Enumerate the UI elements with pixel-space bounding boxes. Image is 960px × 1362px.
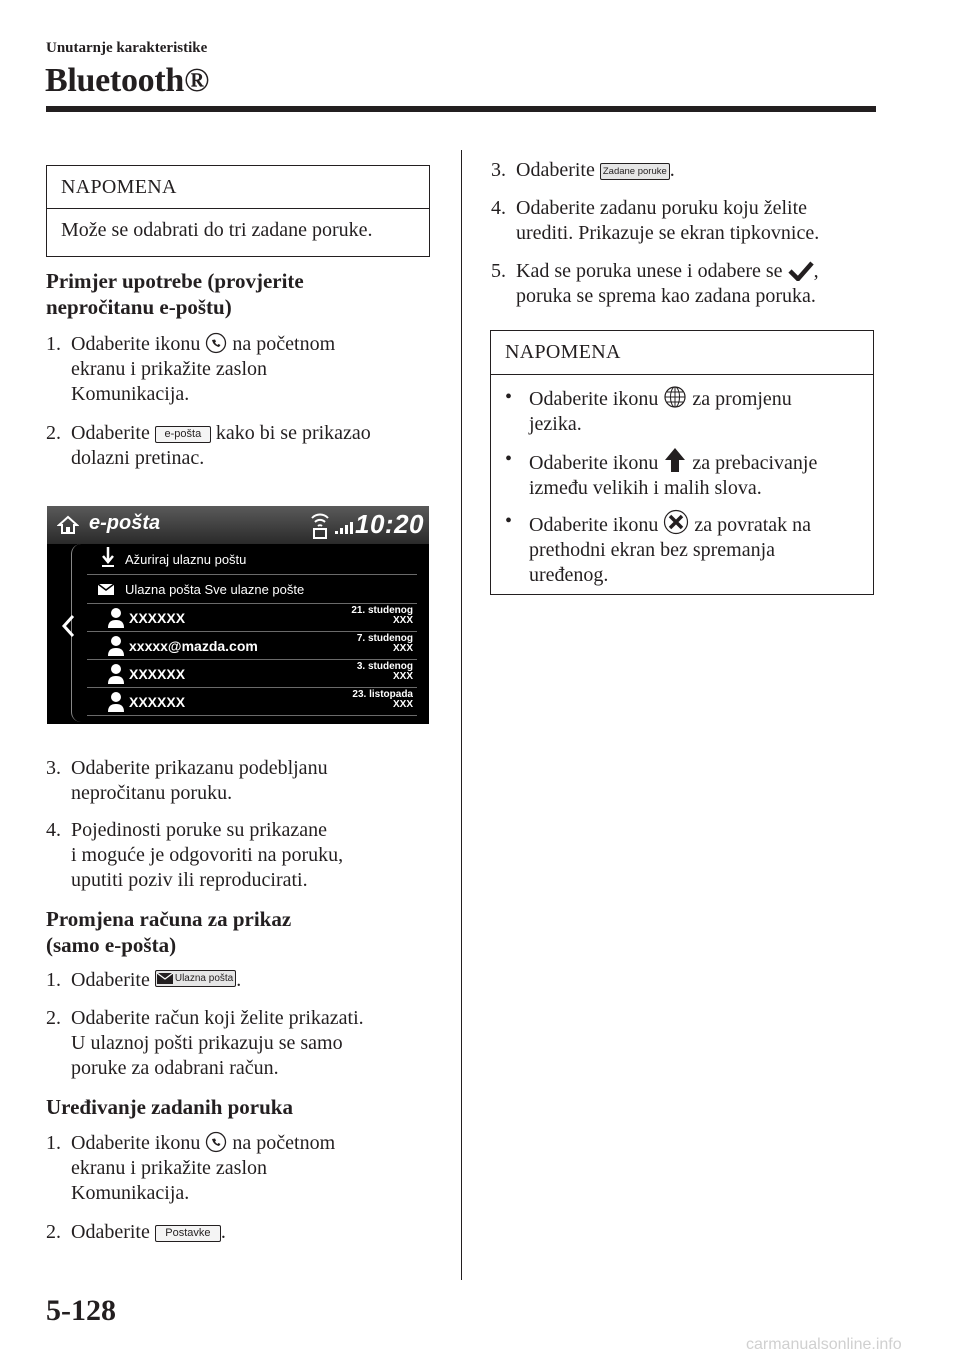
step-account-2	[46, 1006, 436, 1086]
page-title: Bluetooth®	[45, 62, 210, 99]
postavke-button[interactable]: Postavke	[155, 1225, 221, 1242]
download-arrow-icon	[101, 546, 115, 568]
step-text: Odaberite	[71, 422, 150, 444]
column-divider	[461, 150, 462, 1280]
step-number: 3.	[46, 757, 61, 779]
envelope-icon	[157, 973, 173, 984]
step-text: dolazni pretinac.	[71, 447, 205, 469]
step-text: urediti. Prikazuje se ekran tipkovnice.	[516, 222, 820, 244]
note-box-1	[46, 165, 430, 257]
step-number: 1.	[46, 969, 61, 991]
step-2	[46, 421, 436, 476]
screen-title-bar	[47, 506, 429, 544]
section-heading-edit: Uređivanje zadanih poruka	[46, 1095, 293, 1119]
note-text: Može se odabrati do tri zadane poruke.	[61, 219, 373, 241]
step-text: .	[220, 1221, 226, 1243]
step-text: na početnom	[232, 333, 336, 355]
step-number: 2.	[46, 1007, 61, 1029]
cancel-x-icon	[663, 509, 689, 535]
note-heading: NAPOMENA	[47, 166, 429, 209]
step-text: .	[236, 969, 242, 991]
step-text: Odaberite prikazanu podebljanu	[71, 757, 328, 779]
message-row[interactable]	[87, 660, 417, 688]
step-text: .	[669, 159, 675, 181]
step-1	[46, 332, 436, 412]
contact-person-icon	[107, 663, 125, 685]
message-row[interactable]	[87, 688, 417, 716]
page-number: 5-128	[46, 1294, 116, 1327]
step-4	[46, 818, 436, 898]
note-box-2: NAPOMENA • Odaberite ikonu za promjenu jezika. • Odaberite ikonu za prebacivanje između velikih i malih slova. • Odaberite ikonu za povratak na prethodni ekran bez spremanja uređenog.	[490, 330, 874, 595]
step-number: 1.	[46, 333, 61, 355]
message-date: 23. listopada XXX	[352, 689, 413, 710]
bullet-dot: •	[505, 448, 513, 470]
step-text: ekranu i prikažite zaslon	[71, 358, 268, 380]
message-date: 21. studenog XXX	[351, 605, 413, 626]
step-text: i moguće je odgovoriti na poruku,	[71, 844, 344, 866]
step-number: 4.	[46, 819, 61, 841]
step-text: Komunikacija.	[71, 383, 190, 405]
heading-line: (samo e-pošta)	[46, 933, 177, 957]
step-text: na početnom	[232, 1132, 336, 1154]
step-text: Pojedinosti poruke su prikazane	[71, 819, 328, 841]
step-text: ekranu i prikažite zaslon	[71, 1157, 268, 1179]
step-text: Odaberite račun koji želite prikazati.	[71, 1007, 364, 1029]
checkmark-icon	[788, 261, 814, 281]
message-row[interactable]	[87, 632, 417, 660]
step-number: 5.	[491, 260, 506, 282]
step-number: 3.	[491, 159, 506, 181]
header-rule	[46, 106, 876, 112]
step-text: uputiti poziv ili reproducirati.	[71, 869, 308, 891]
email-screen-illustration	[47, 506, 429, 724]
step-number: 2.	[46, 422, 61, 444]
step-edit-4	[491, 196, 881, 251]
step-number: 1.	[46, 1132, 61, 1154]
signal-strength-icon	[335, 522, 353, 534]
step-text: Odaberite	[71, 969, 150, 991]
update-inbox-label: Ažuriraj ulaznu poštu	[125, 552, 247, 567]
message-sender: XXXXXX	[129, 610, 186, 626]
step-edit-3	[491, 158, 881, 186]
inbox-button[interactable]: Ulazna pošta	[155, 970, 236, 987]
step-text: nepročitanu poruku.	[71, 782, 233, 804]
back-chevron-icon[interactable]	[61, 614, 75, 638]
home-icon[interactable]	[57, 515, 79, 535]
step-text: Odaberite ikonu	[71, 1132, 201, 1154]
step-text: poruke za odabrani račun.	[71, 1057, 279, 1079]
bluetooth-status-icon	[309, 510, 331, 540]
contact-person-icon	[107, 607, 125, 629]
message-sender: XXXXXX	[129, 694, 186, 710]
contact-person-icon	[107, 635, 125, 657]
communication-icon	[205, 332, 227, 354]
contact-person-icon	[107, 691, 125, 713]
step-text: Komunikacija.	[71, 1182, 190, 1204]
step-text: Odaberite	[516, 159, 595, 181]
screen-clock: 10:20	[355, 509, 424, 539]
step-3	[46, 756, 436, 811]
message-date: 3. studenog XXX	[356, 661, 413, 682]
message-sender: xxxxx@mazda.com	[129, 638, 258, 654]
heading-line: Promjena računa za prikaz	[46, 907, 292, 931]
communication-icon	[205, 1131, 227, 1153]
heading-line: Primjer upotrebe (provjerite	[46, 269, 304, 293]
step-text: Odaberite	[71, 1221, 150, 1243]
step-edit-1	[46, 1131, 436, 1211]
step-text: poruka se sprema kao zadana poruka.	[516, 285, 816, 307]
section-heading-account	[46, 906, 291, 958]
screen-title: e-pošta	[89, 512, 161, 534]
step-text: Odaberite ikonu	[71, 333, 201, 355]
e-posta-button[interactable]: e-pošta	[155, 426, 211, 443]
message-row[interactable]	[87, 604, 417, 632]
step-account-1	[46, 968, 436, 996]
zadane-poruke-button[interactable]: Zadane poruke	[600, 163, 670, 180]
section-heading-example	[46, 268, 304, 320]
note-heading: NAPOMENA	[491, 331, 873, 375]
watermark: carmanualsonline.info	[746, 1336, 902, 1353]
bullet-dot: •	[505, 386, 513, 408]
step-number: 4.	[491, 197, 506, 219]
bullet-dot: •	[505, 510, 513, 532]
step-text: kako bi se prikazao	[215, 422, 371, 444]
step-text: Kad se poruka unese i odabere se	[516, 260, 783, 282]
section-label: Unutarnje karakteristike	[46, 40, 208, 56]
shift-arrow-icon	[663, 447, 687, 473]
step-text: ,	[813, 260, 819, 282]
step-number: 2.	[46, 1221, 61, 1243]
globe-icon	[663, 385, 687, 409]
inbox-selector-row[interactable]	[87, 575, 417, 604]
step-edit-2	[46, 1220, 436, 1248]
heading-line: nepročitanu e-poštu)	[46, 295, 232, 319]
step-text: U ulaznoj pošti prikazuju se samo	[71, 1032, 343, 1054]
envelope-icon	[97, 583, 115, 596]
message-sender: XXXXXX	[129, 666, 186, 682]
update-inbox-row[interactable]	[87, 544, 417, 575]
inbox-label: Ulazna pošta Sve ulazne pošte	[125, 582, 305, 597]
message-date: 7. studenog XXX	[356, 633, 413, 654]
step-edit-5	[491, 259, 881, 314]
step-text: Odaberite zadanu poruku koju želite	[516, 197, 807, 219]
